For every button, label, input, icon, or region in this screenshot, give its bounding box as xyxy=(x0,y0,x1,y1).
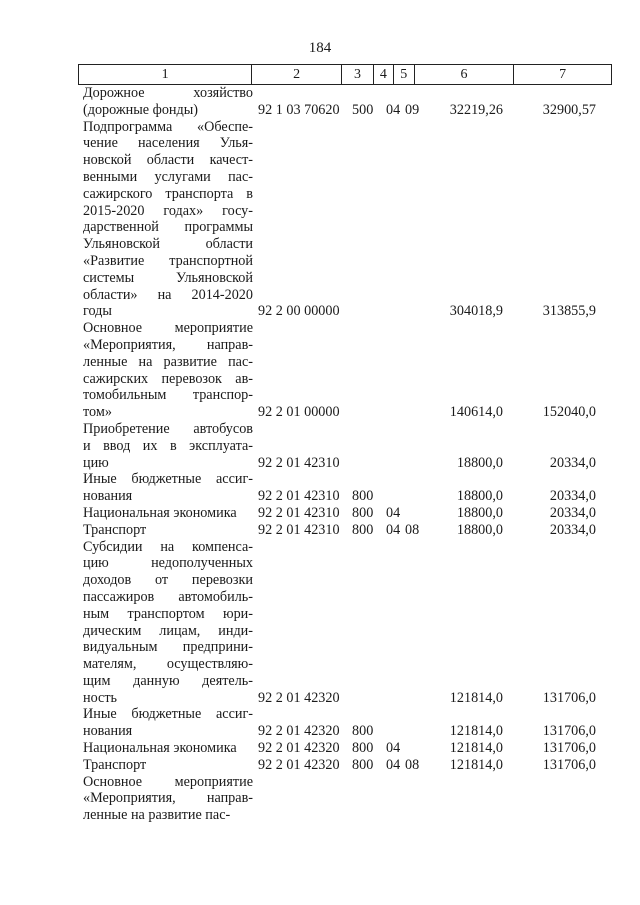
header-col-6: 6 xyxy=(415,65,515,84)
row-value-7: 131706,0 xyxy=(542,756,596,773)
row-value-7: 313855,9 xyxy=(542,303,596,320)
row-name-line: «Мероприятия, направ- xyxy=(83,336,253,353)
table-row xyxy=(83,706,613,740)
row-value-7: 20334,0 xyxy=(549,488,596,505)
row-value-7: 32900,57 xyxy=(542,101,596,118)
row-value-6: 140614,0 xyxy=(449,404,503,421)
table-row xyxy=(83,471,613,505)
row-value-6: 32219,26 xyxy=(449,101,503,118)
table-row xyxy=(83,539,613,707)
header-col-7: 7 xyxy=(559,66,567,82)
row-col-4: 04 xyxy=(386,504,401,521)
row-code: 92 2 01 42310 xyxy=(258,504,340,521)
row-col-5: 08 xyxy=(405,521,420,538)
row-code: 92 2 01 42320 xyxy=(258,723,340,740)
row-name xyxy=(83,740,253,757)
row-value-7: 20334,0 xyxy=(549,521,596,538)
row-name-line: Субсидии на компенса- xyxy=(83,538,253,555)
row-col-3: 800 xyxy=(352,488,374,505)
row-name xyxy=(83,522,253,539)
row-name-line: Транспорт xyxy=(83,521,147,538)
row-name-line: и ввод их в эксплуата- xyxy=(83,437,253,454)
row-name xyxy=(83,471,253,505)
header-col-5: 5 xyxy=(394,65,415,84)
row-name xyxy=(83,119,253,321)
row-col-3: 500 xyxy=(352,101,374,118)
row-name xyxy=(83,539,253,707)
row-col-4: 04 xyxy=(386,521,401,538)
row-name-line: сажирских перевозок ав- xyxy=(83,370,253,387)
row-code: 92 2 01 42310 xyxy=(258,454,340,471)
row-code: 92 2 01 42310 xyxy=(258,521,340,538)
row-name xyxy=(83,320,253,421)
row-name-line: ленные на развитие пас- xyxy=(83,807,231,824)
header-col-1: 1 xyxy=(79,65,252,84)
row-name-line: Иные бюджетные ассиг- xyxy=(83,471,253,488)
row-col-5: 08 xyxy=(405,756,420,773)
row-value-7: 131706,0 xyxy=(542,740,596,757)
row-code: 92 2 01 42310 xyxy=(258,488,340,505)
row-code: 92 2 01 42320 xyxy=(258,740,340,757)
row-name xyxy=(83,757,253,774)
row-name-line: дическим лицам, инди- xyxy=(83,622,253,639)
row-name-line: щим данную деятель- xyxy=(83,672,253,689)
row-code: 92 2 01 42320 xyxy=(258,689,340,706)
row-value-7: 20334,0 xyxy=(549,454,596,471)
row-name-line: ность xyxy=(83,689,118,706)
row-name-line: 2015-2020 годах» госу- xyxy=(83,202,253,219)
row-name-line: том» xyxy=(83,404,112,421)
row-name xyxy=(83,421,253,471)
row-name-line: нования xyxy=(83,723,133,740)
table-row xyxy=(83,757,613,774)
table-row xyxy=(83,320,613,421)
header-col-2: 2 xyxy=(252,65,342,84)
row-name xyxy=(83,774,253,824)
row-name-line: доходов от перевозки xyxy=(83,572,253,589)
row-value-7: 20334,0 xyxy=(549,504,596,521)
row-code: 92 2 01 42320 xyxy=(258,756,340,773)
row-value-6: 304018,9 xyxy=(449,303,503,320)
row-name-line: Транспорт xyxy=(83,756,147,773)
row-code: 92 2 00 00000 xyxy=(258,303,340,320)
row-name-line: дарственной программы xyxy=(83,219,253,236)
row-name-line: томобильным транспор- xyxy=(83,387,253,404)
row-name xyxy=(83,85,253,119)
row-name-line: ленные на развитие пас- xyxy=(83,353,253,370)
row-name-line: новской области качест- xyxy=(83,152,253,169)
row-name-line: «Мероприятия, направ- xyxy=(83,790,253,807)
row-name-line: венными услугами пас- xyxy=(83,168,253,185)
row-name-line: Национальная экономика xyxy=(83,504,237,521)
row-value-6: 18800,0 xyxy=(456,454,503,471)
row-col-5: 09 xyxy=(405,101,420,118)
row-col-3: 800 xyxy=(352,521,374,538)
row-name-line: нования xyxy=(83,488,133,505)
row-name xyxy=(83,706,253,740)
row-name-line: Приобретение автобусов xyxy=(83,420,253,437)
row-value-6: 121814,0 xyxy=(449,756,503,773)
row-col-3: 800 xyxy=(352,740,374,757)
header-col-3: 3 xyxy=(342,65,374,84)
row-name-line: системы Ульяновской xyxy=(83,269,253,286)
table-row xyxy=(83,421,613,471)
row-value-7: 131706,0 xyxy=(542,723,596,740)
row-name-line: цию недополученных xyxy=(83,555,253,572)
row-name-line: Основное мероприятие xyxy=(83,773,253,790)
row-col-4: 04 xyxy=(386,756,401,773)
row-value-6: 121814,0 xyxy=(449,689,503,706)
row-name-line: Дорожное хозяйство xyxy=(83,85,253,101)
page-number: 184 xyxy=(308,40,332,56)
row-code: 92 1 03 70620 xyxy=(258,101,340,118)
row-name-line: пассажиров автомобиль- xyxy=(83,588,253,605)
row-col-4: 04 xyxy=(386,101,401,118)
row-name-line: чение населения Улья- xyxy=(83,135,253,152)
row-name-line: Основное мероприятие xyxy=(83,320,253,337)
row-col-4: 04 xyxy=(386,740,401,757)
row-code: 92 2 01 00000 xyxy=(258,404,340,421)
row-value-6: 18800,0 xyxy=(456,521,503,538)
row-name-line: мателям, осуществляю- xyxy=(83,656,253,673)
table-header xyxy=(78,64,612,85)
row-col-3: 800 xyxy=(352,723,374,740)
row-name-line: Иные бюджетные ассиг- xyxy=(83,706,253,723)
row-name-line: области» на 2014-2020 xyxy=(83,286,253,303)
table-body xyxy=(83,85,613,824)
row-name-line: ным транспортом юри- xyxy=(83,605,253,622)
table-row xyxy=(83,119,613,321)
row-value-7: 152040,0 xyxy=(542,404,596,421)
table-row xyxy=(83,505,613,522)
row-value-6: 121814,0 xyxy=(449,740,503,757)
row-name-line: цию xyxy=(83,454,109,471)
row-col-3: 800 xyxy=(352,504,374,521)
row-value-6: 18800,0 xyxy=(456,488,503,505)
row-name-line: видуальным предприни- xyxy=(83,639,253,656)
row-name-line: Национальная экономика xyxy=(83,740,237,757)
row-value-7: 131706,0 xyxy=(542,689,596,706)
row-value-6: 121814,0 xyxy=(449,723,503,740)
row-col-3: 800 xyxy=(352,756,374,773)
table-row xyxy=(83,740,613,757)
header-col-4: 4 xyxy=(374,65,394,84)
row-name-line: «Развитие транспортной xyxy=(83,252,253,269)
row-name-line: (дорожные фонды) xyxy=(83,101,198,118)
row-name-line: годы xyxy=(83,303,112,320)
table-row xyxy=(83,85,613,119)
row-name-line: сажирского транспорта в xyxy=(83,185,253,202)
row-name-line: Подпрограмма «Обеспе- xyxy=(83,118,253,135)
table-row xyxy=(83,774,613,824)
table-row xyxy=(83,522,613,539)
row-value-6: 18800,0 xyxy=(456,504,503,521)
row-name xyxy=(83,505,253,522)
row-name-line: Ульяновской области xyxy=(83,236,253,253)
